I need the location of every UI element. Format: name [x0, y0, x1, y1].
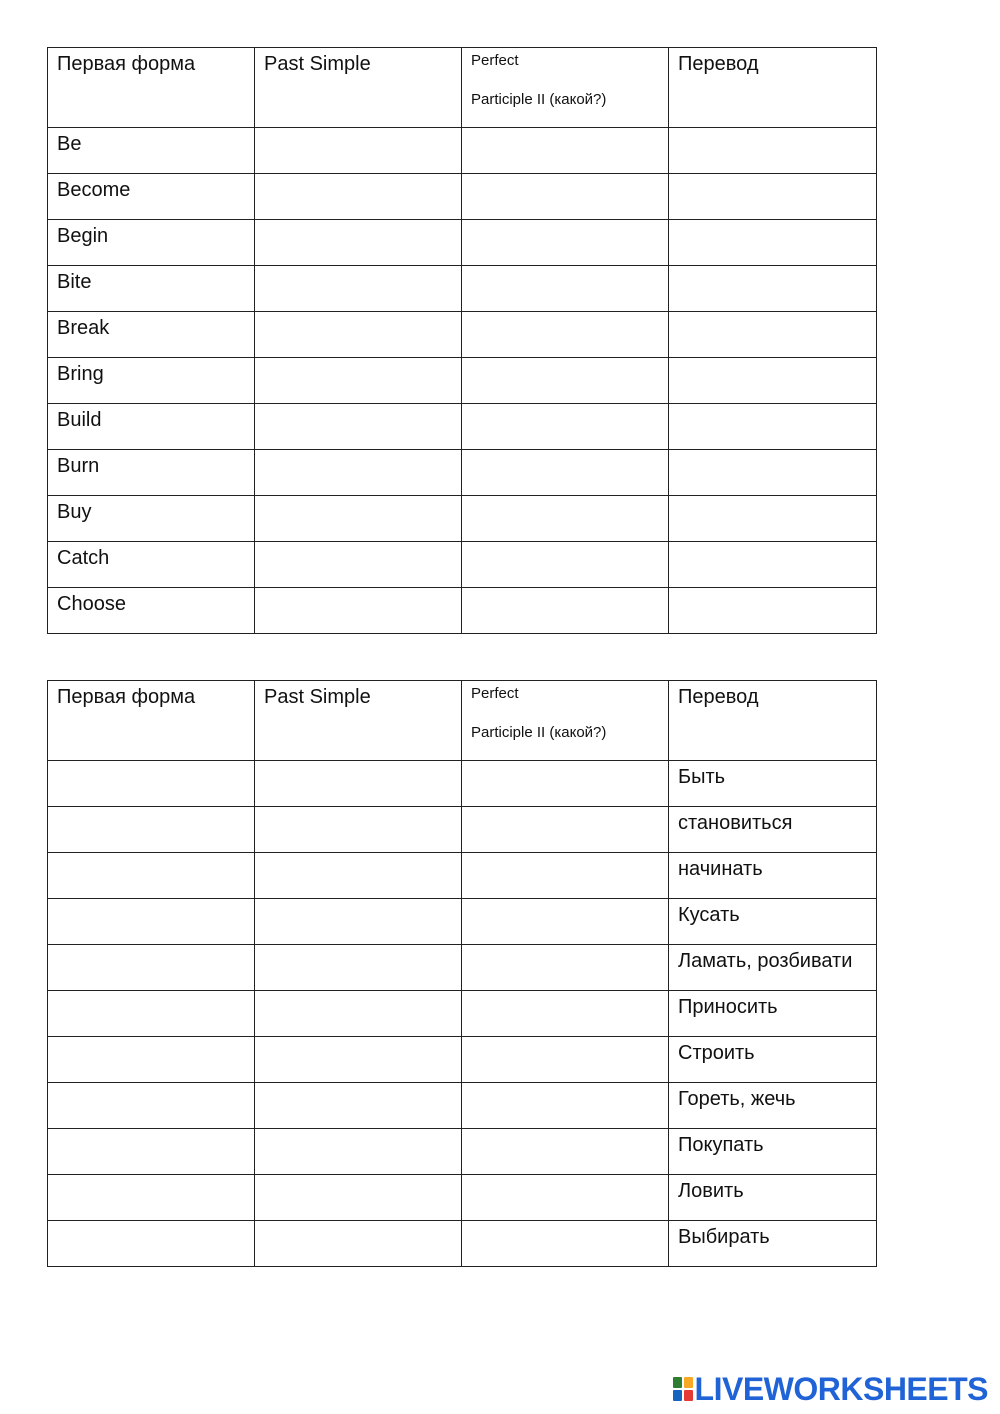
first-form-cell — [48, 358, 255, 404]
table-header-row — [48, 681, 877, 761]
past-simple-answer-cell[interactable] — [255, 588, 462, 634]
past-simple-answer-cell[interactable] — [255, 1037, 462, 1083]
translation-answer-cell[interactable] — [669, 128, 877, 174]
first-form-text: Break — [57, 317, 110, 339]
participle-answer-cell[interactable] — [462, 1129, 669, 1175]
participle-answer-cell[interactable] — [462, 899, 669, 945]
past-simple-answer-cell[interactable] — [255, 128, 462, 174]
first-form-text: Bring — [57, 363, 104, 385]
translation-cell — [669, 1129, 877, 1175]
header-first-form: Первая форма — [57, 53, 196, 75]
translation-cell — [669, 899, 877, 945]
participle-answer-cell[interactable] — [462, 404, 669, 450]
participle-answer-cell[interactable] — [462, 358, 669, 404]
translation-cell — [669, 1083, 877, 1129]
past-simple-answer-cell[interactable] — [255, 1221, 462, 1267]
table-row — [48, 588, 877, 634]
table-row — [48, 266, 877, 312]
first-form-text: Begin — [57, 225, 109, 247]
first-form-text: Be — [57, 133, 82, 155]
participle-answer-cell[interactable] — [462, 945, 669, 991]
translation-cell — [669, 991, 877, 1037]
translation-answer-cell[interactable] — [669, 266, 877, 312]
first-form-answer-cell[interactable] — [48, 945, 255, 991]
first-form-answer-cell[interactable] — [48, 1221, 255, 1267]
first-form-text: Build — [57, 409, 102, 431]
verb-table-1 — [47, 47, 877, 634]
translation-text: Гореть, жечь — [678, 1088, 796, 1110]
first-form-cell — [48, 220, 255, 266]
past-simple-answer-cell[interactable] — [255, 853, 462, 899]
participle-answer-cell[interactable] — [462, 450, 669, 496]
header-cell — [669, 681, 877, 761]
first-form-answer-cell[interactable] — [48, 1175, 255, 1221]
header-perfect — [462, 681, 668, 742]
header-cell — [255, 48, 462, 128]
translation-answer-cell[interactable] — [669, 588, 877, 634]
first-form-text: Catch — [57, 547, 110, 569]
translation-text: Покупать — [678, 1134, 764, 1156]
translation-answer-cell[interactable] — [669, 312, 877, 358]
liveworksheets-brand — [673, 1371, 988, 1407]
table-row — [48, 991, 877, 1037]
table-row — [48, 1221, 877, 1267]
header-cell — [255, 681, 462, 761]
translation-text: Ловить — [678, 1180, 744, 1202]
translation-text: Строить — [678, 1042, 755, 1064]
table-row — [48, 542, 877, 588]
translation-answer-cell[interactable] — [669, 220, 877, 266]
translation-cell — [669, 1037, 877, 1083]
table-row — [48, 761, 877, 807]
header-translation: Перевод — [678, 53, 759, 75]
header-perfect — [462, 48, 668, 109]
table-row — [48, 853, 877, 899]
header-perfect-line2: Participle II (какой?) — [471, 91, 607, 108]
first-form-text: Bite — [57, 271, 92, 293]
header-cell — [669, 48, 877, 128]
translation-cell — [669, 1221, 877, 1267]
past-simple-answer-cell[interactable] — [255, 496, 462, 542]
first-form-answer-cell[interactable] — [48, 899, 255, 945]
first-form-answer-cell[interactable] — [48, 853, 255, 899]
table-row — [48, 807, 877, 853]
first-form-cell — [48, 450, 255, 496]
translation-answer-cell[interactable] — [669, 542, 877, 588]
translation-answer-cell[interactable] — [669, 358, 877, 404]
first-form-cell — [48, 128, 255, 174]
translation-answer-cell[interactable] — [669, 404, 877, 450]
translation-cell — [669, 853, 877, 899]
header-perfect-line1: Perfect — [471, 52, 519, 69]
participle-answer-cell[interactable] — [462, 496, 669, 542]
header-translation: Перевод — [678, 686, 759, 708]
first-form-text: Buy — [57, 501, 92, 523]
participle-answer-cell[interactable] — [462, 1175, 669, 1221]
translation-cell — [669, 1175, 877, 1221]
header-past-simple: Past Simple — [264, 686, 371, 708]
table-row — [48, 128, 877, 174]
participle-answer-cell[interactable] — [462, 266, 669, 312]
participle-answer-cell[interactable] — [462, 220, 669, 266]
header-first-form: Первая форма — [57, 686, 196, 708]
first-form-answer-cell[interactable] — [48, 807, 255, 853]
translation-cell — [669, 761, 877, 807]
logo-square-red — [684, 1390, 693, 1401]
first-form-cell — [48, 266, 255, 312]
table-row — [48, 899, 877, 945]
verb-table-2 — [47, 680, 877, 1267]
table-row — [48, 1083, 877, 1129]
first-form-answer-cell[interactable] — [48, 991, 255, 1037]
first-form-cell — [48, 496, 255, 542]
table-row — [48, 312, 877, 358]
table-row — [48, 945, 877, 991]
logo-square-blue — [673, 1390, 682, 1401]
past-simple-answer-cell[interactable] — [255, 761, 462, 807]
participle-answer-cell[interactable] — [462, 991, 669, 1037]
table-row — [48, 1037, 877, 1083]
participle-answer-cell[interactable] — [462, 1221, 669, 1267]
liveworksheets-wordmark: LIVEWORKSHEETS — [694, 1371, 988, 1407]
translation-cell — [669, 945, 877, 991]
first-form-answer-cell[interactable] — [48, 1129, 255, 1175]
past-simple-answer-cell[interactable] — [255, 899, 462, 945]
participle-answer-cell[interactable] — [462, 312, 669, 358]
first-form-cell — [48, 404, 255, 450]
past-simple-answer-cell[interactable] — [255, 312, 462, 358]
participle-answer-cell[interactable] — [462, 128, 669, 174]
first-form-answer-cell[interactable] — [48, 1083, 255, 1129]
past-simple-answer-cell[interactable] — [255, 542, 462, 588]
logo-square-green — [673, 1377, 682, 1388]
first-form-answer-cell[interactable] — [48, 761, 255, 807]
translation-cell — [669, 807, 877, 853]
first-form-cell — [48, 588, 255, 634]
past-simple-answer-cell[interactable] — [255, 1175, 462, 1221]
past-simple-answer-cell[interactable] — [255, 174, 462, 220]
header-cell — [48, 48, 255, 128]
first-form-text: Choose — [57, 593, 126, 615]
participle-answer-cell[interactable] — [462, 174, 669, 220]
participle-answer-cell[interactable] — [462, 761, 669, 807]
header-perfect-line2: Participle II (какой?) — [471, 724, 607, 741]
table-row — [48, 1129, 877, 1175]
participle-answer-cell[interactable] — [462, 542, 669, 588]
participle-answer-cell[interactable] — [462, 807, 669, 853]
translation-answer-cell[interactable] — [669, 174, 877, 220]
translation-text: начинать — [678, 858, 763, 880]
translation-text: Кусать — [678, 904, 740, 926]
past-simple-answer-cell[interactable] — [255, 945, 462, 991]
past-simple-answer-cell[interactable] — [255, 991, 462, 1037]
header-cell — [48, 681, 255, 761]
first-form-cell — [48, 542, 255, 588]
header-perfect-line1: Perfect — [471, 685, 519, 702]
first-form-cell — [48, 174, 255, 220]
translation-answer-cell[interactable] — [669, 450, 877, 496]
past-simple-answer-cell[interactable] — [255, 220, 462, 266]
logo-square-yellow — [684, 1377, 693, 1388]
participle-answer-cell[interactable] — [462, 588, 669, 634]
translation-text: Выбирать — [678, 1226, 770, 1248]
table-row — [48, 496, 877, 542]
past-simple-answer-cell[interactable] — [255, 1083, 462, 1129]
translation-answer-cell[interactable] — [669, 496, 877, 542]
past-simple-answer-cell[interactable] — [255, 266, 462, 312]
table-row — [48, 220, 877, 266]
header-past-simple: Past Simple — [264, 53, 371, 75]
past-simple-answer-cell[interactable] — [255, 450, 462, 496]
translation-text: Приносить — [678, 996, 778, 1018]
table-row — [48, 358, 877, 404]
table-header-row — [48, 48, 877, 128]
table-row — [48, 450, 877, 496]
first-form-cell — [48, 312, 255, 358]
translation-text: Быть — [678, 766, 726, 788]
header-cell — [462, 681, 669, 761]
past-simple-answer-cell[interactable] — [255, 1129, 462, 1175]
table-row — [48, 174, 877, 220]
table-row — [48, 404, 877, 450]
first-form-answer-cell[interactable] — [48, 1037, 255, 1083]
table-row — [48, 1175, 877, 1221]
liveworksheets-logo-icon — [673, 1377, 693, 1401]
participle-answer-cell[interactable] — [462, 1083, 669, 1129]
translation-text: Ламать, розбивати — [678, 950, 853, 972]
participle-answer-cell[interactable] — [462, 853, 669, 899]
participle-answer-cell[interactable] — [462, 1037, 669, 1083]
header-cell — [462, 48, 669, 128]
first-form-text: Become — [57, 179, 131, 201]
past-simple-answer-cell[interactable] — [255, 358, 462, 404]
translation-text: становиться — [678, 812, 793, 834]
past-simple-answer-cell[interactable] — [255, 404, 462, 450]
first-form-text: Burn — [57, 455, 100, 477]
past-simple-answer-cell[interactable] — [255, 807, 462, 853]
